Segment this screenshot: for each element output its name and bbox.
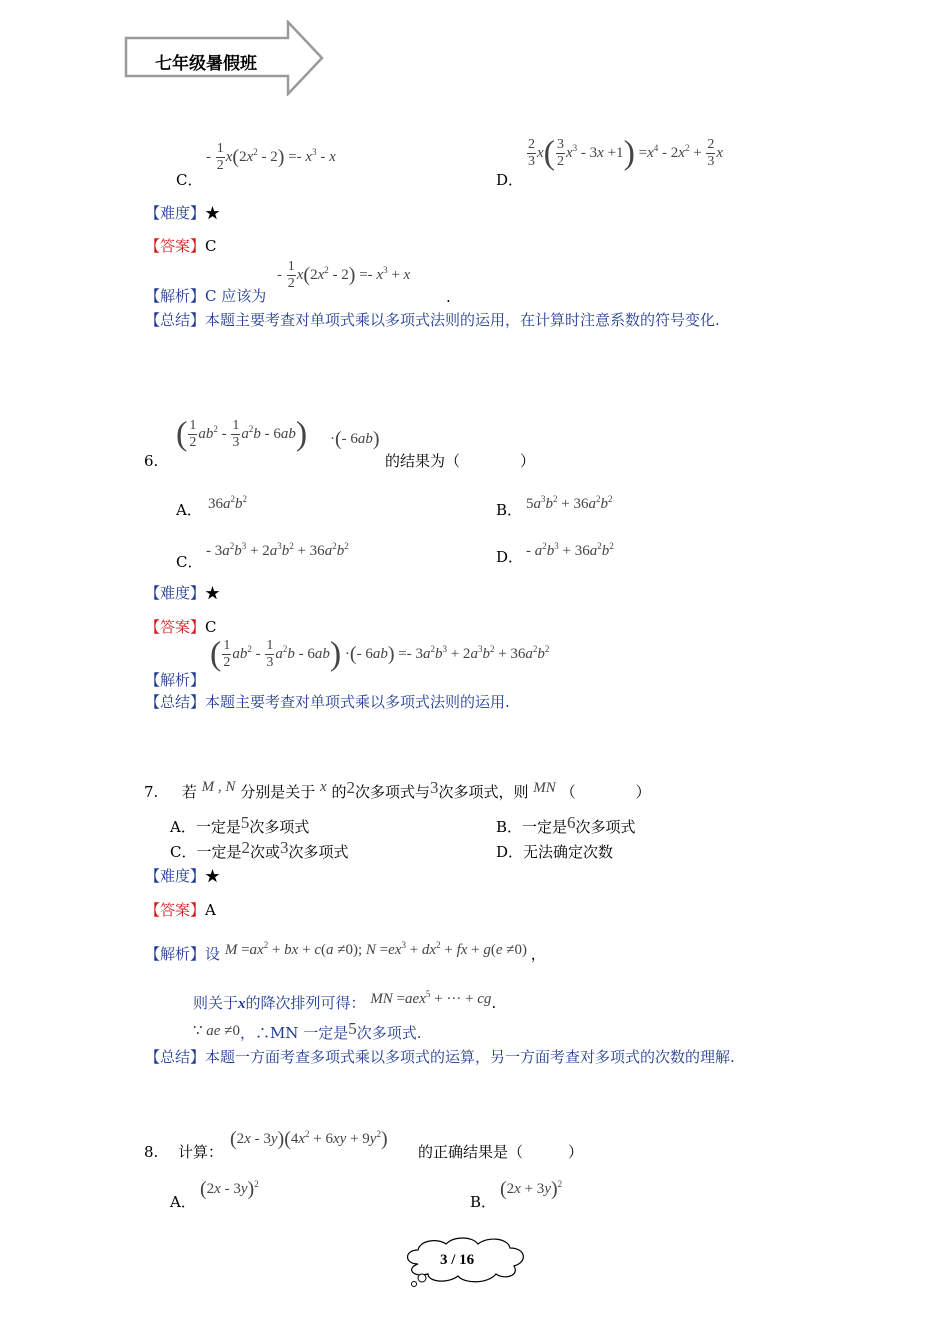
q6-analysis-tag: 【解析】 [145, 671, 206, 689]
q7-stem-1: 若 [181, 783, 197, 801]
q7-var-mn: M , N [201, 779, 236, 795]
q6-difficulty-value: ★ [205, 584, 221, 602]
q7-analysis-line2: 则关于x的降次排列可得： MN =aex$^5$ + ··· + cg. [193, 989, 497, 1012]
q5-answer-tag: 【答案】 [145, 237, 206, 255]
q8-stem-formula: $(2x - 3y)(4x^2 + 6xy + 9y^2)$ [230, 1128, 388, 1150]
q5-analysis-row [145, 286, 266, 306]
q6-answer-value: C [205, 618, 217, 636]
q6-option-d-formula: - $a^2b^3 + 36a^2b^2$ [526, 541, 614, 559]
q7-difficulty-tag: 【难度】 [145, 867, 206, 885]
q8-stem-lead: 计算： [178, 1143, 224, 1161]
q5-answer-value: C [205, 237, 217, 255]
q5-analysis-formula: - $\frac{1}{2}$ $x(2x^2 - 2) =- x^3 + x$ [277, 259, 411, 291]
q5-answer-row [145, 236, 217, 256]
q5-analysis-tag: 【解析】 [145, 287, 206, 305]
q7-analysis-line3-formula: ∵ ae ≠0 [193, 1023, 240, 1039]
q7-answer-row [145, 900, 216, 920]
q7-stem-4: 次多项式与 [354, 783, 430, 801]
q6-summary-tag: 【总结】 [145, 693, 206, 711]
q6-option-a-label: A． [176, 501, 202, 519]
q7-num-2: 2 [346, 778, 355, 797]
q5-difficulty-row [145, 203, 220, 223]
q7-analysis-formula: $M =ax^2$ + bx + c(a ≠0); $N =ex^3 + dx^2$ + fx + g(e ≠0) [224, 940, 531, 958]
q7-difficulty-row [145, 866, 220, 886]
q6-stem-formula: ( $\frac{1}{2}$ $ab^2$ - $\frac{1}{3}$ $a^2b - 6ab$) [176, 415, 308, 453]
q7-option-a: A．一定是5次多项式 [170, 813, 310, 836]
q7-answer-value: A [205, 901, 216, 919]
q7-analysis-line3: ∵ ae ≠0，∴MN 一定是5次多项式. [193, 1019, 422, 1042]
q7-var-x: x [320, 779, 327, 795]
q7-stem-2: 分别是关于 [240, 783, 316, 801]
q5-option-d-formula: $\frac{2}{3}$ x( $\frac{3}{2}$ $x^3 - 3x +1) =x^4 - 2x^2$ + $\frac{2}{3}$ x [528, 134, 724, 172]
q5-option-c-formula: - $\frac{1}{2}$ $x(2x^2 - 2) =- x^3 - x$ [206, 141, 336, 173]
q7-analysis-row: 【解析】设 $M =ax^2$ + bx + c(a ≠0); $N =ex^3 + dx^2$ + fx + g(e ≠0) ， [145, 940, 546, 963]
q6-answer-tag: 【答案】 [145, 618, 206, 636]
q6-option-b-formula: $5a^3b^2 + 36a^2b^2$ [526, 494, 613, 512]
q7-summary-row [145, 1047, 735, 1067]
q7-summary-tag: 【总结】 [145, 1048, 206, 1066]
q8-option-a-label: A． [170, 1193, 196, 1211]
q7-var-mn-product: MN [533, 780, 556, 796]
q7-answer-tag: 【答案】 [145, 901, 206, 919]
q5-difficulty-value: ★ [205, 204, 221, 222]
q7-analysis-line2-formula: MN =aex$^5$ + ··· + cg [370, 989, 492, 1007]
q6-stem-suffix: 的结果为（ ） [385, 452, 536, 470]
q7-stem-6: （ ） [560, 783, 651, 801]
q7-difficulty-value: ★ [205, 867, 221, 885]
q7-stem-3: 的 [331, 783, 347, 801]
q5-summary-row [145, 310, 720, 330]
q7-option-d: D．无法确定次数 [496, 843, 614, 861]
q8-option-b-formula: $(2x + 3y)^2$ [500, 1178, 563, 1200]
q6-option-c-label: C． [176, 553, 203, 571]
q5-analysis-period: . [446, 288, 451, 306]
q7-stem [144, 778, 651, 803]
q7-summary-text: 本题一方面考查多项式乘以多项式的运算，另一方面考查对多项式的次数的理解. [205, 1048, 735, 1066]
q6-summary-row [145, 692, 510, 712]
q8-option-b-label: B． [470, 1193, 497, 1211]
q7-number: 7. [144, 783, 159, 801]
q7-option-c: C．一定是2次或3次多项式 [170, 838, 349, 861]
q6-stem-multiplier: ·(- 6ab) [330, 428, 380, 450]
q6-answer-row [145, 617, 217, 637]
q6-summary-text: 本题主要考查对单项式乘以多项式法则的运用. [205, 693, 510, 711]
q5-summary-text: 本题主要考查对单项式乘以多项式法则的运用，在计算时注意系数的符号变化. [205, 311, 720, 329]
q5-summary-tag: 【总结】 [145, 311, 206, 329]
q7-option-b: B．一定是6次多项式 [496, 813, 636, 836]
q6-option-d-label: D． [496, 548, 524, 566]
q5-option-c-label: C． [176, 171, 203, 189]
q6-option-a-formula: $36a^2b^2$ [208, 494, 247, 512]
header-banner-title: 七年级暑假班 [155, 54, 257, 74]
q6-analysis-formula: ( $\frac{1}{2}$ $ab^2$ - $\frac{1}{3}$ $a^2b - 6ab$) ·(- $6ab) =- 3a^2b^3 + 2a^3b^2 + 36a^2b^2$ [210, 635, 550, 673]
q6-option-c-formula: - $3a^2b^3 + 2a^3b^2 + 36a^2b^2$ [206, 541, 349, 559]
q6-difficulty-row [145, 583, 220, 603]
q5-difficulty-tag: 【难度】 [145, 204, 206, 222]
q5-option-d-label: D． [496, 171, 524, 189]
q6-difficulty-tag: 【难度】 [145, 584, 206, 602]
footer-page-indicator: 3 / 16 [440, 1252, 475, 1268]
q8-option-a-formula: (2x - 3y)$^2$ [200, 1178, 259, 1200]
q7-num-3: 3 [430, 778, 439, 797]
q6-number: 6. [144, 452, 159, 470]
q7-analysis-tag: 【解析】 [145, 945, 206, 963]
q5-analysis-text: C 应该为 [205, 287, 267, 305]
q7-analysis-lead: 设 [205, 945, 221, 963]
q6-analysis-row [145, 670, 205, 690]
q7-stem-5: 次多项式，则 [438, 783, 529, 801]
q8-stem-suffix: 的正确结果是（ ） [418, 1143, 584, 1161]
q8-number: 8. [144, 1143, 159, 1161]
q6-option-b-label: B． [496, 501, 523, 519]
